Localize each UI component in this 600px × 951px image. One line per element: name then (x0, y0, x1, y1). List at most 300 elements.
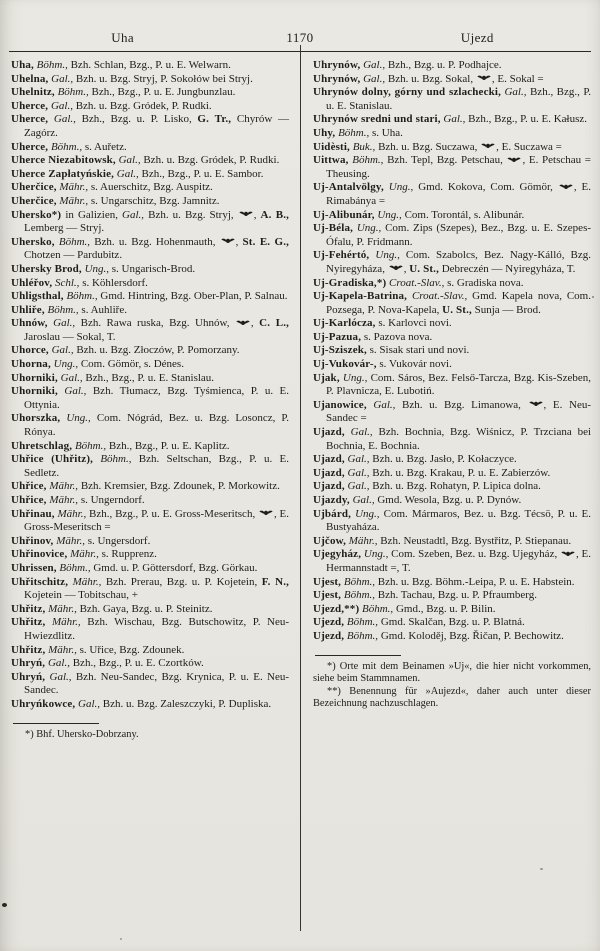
place-name: Ujazd, (313, 453, 345, 466)
gazetteer-entry (11, 358, 289, 372)
railway-station-icon (529, 400, 543, 408)
gazetteer-entry (313, 59, 591, 73)
region-abbrev: Mähr., (56, 534, 85, 547)
scan-speckle (2, 903, 7, 907)
place-name: Ujegyház, (313, 548, 362, 561)
region-abbrev: Ung., (355, 507, 380, 520)
place-name: Uhelnitz, (11, 86, 55, 99)
place-name: Uhrissen, (11, 561, 57, 574)
region-abbrev: Böhm., (47, 303, 79, 316)
place-name: Uj-Karlócza, (313, 317, 376, 330)
entry-details: Bzh. Bochnia, Bzg. Wiśnicz, P. Trzciana bei Bochnia, E. Bochnia. (326, 426, 592, 452)
gazetteer-entry (11, 100, 289, 114)
gazetteer-entry (313, 127, 591, 141)
entry-details: s. Köhlersdorf. (82, 276, 148, 289)
region-abbrev: Gal., (363, 59, 386, 71)
entry-details: Bzh., Bzg. u. P. Podhajce. (387, 59, 502, 71)
gazetteer-entry (313, 372, 591, 399)
gazetteer-entry (313, 548, 591, 575)
region-abbrev: Böhm., (100, 453, 132, 466)
footnote-rule-left (13, 723, 99, 724)
place-name: Uittwa, (313, 154, 349, 167)
entry-details: Bzh., Bzg., P. u. E. Stanislau. (85, 371, 215, 384)
gazetteer-entry (11, 562, 289, 576)
region-abbrev: Schl., (54, 276, 80, 289)
region-abbrev: Gal., (64, 385, 87, 398)
gazetteer-entry (11, 440, 289, 454)
gazetteer-entry (313, 181, 591, 208)
place-name: Uhorniki, (11, 385, 58, 398)
footnote-text: *) Bhf. Uhersko-Dobrzany. (25, 728, 139, 740)
entry-details: Bzh. u. Bzg. Jasło, P. Kołaczyce. (372, 453, 517, 466)
entry-details: s. Auřetz. (84, 140, 127, 153)
entry-details: s. Sisak stari und novi. (369, 344, 470, 357)
railway-station-icon (481, 142, 495, 150)
region-abbrev: Böhm., (57, 86, 89, 99)
place-name: Uhrynów sredni und stari, (313, 113, 441, 126)
region-abbrev: Croat.-Slav., (411, 290, 468, 303)
entry-details: Bzh., Bzg., P. u. E. Czortków. (72, 657, 204, 670)
region-abbrev: Gal., (53, 113, 76, 126)
place-name: Uherce, (11, 99, 49, 112)
region-abbrev: Böhm., (346, 616, 379, 629)
entry-details: Bzh. u. Bzg. Sokal, , E. Sokal = (387, 72, 544, 85)
column-left (11, 59, 289, 741)
place-name: Uhorniki, (11, 371, 58, 384)
entry-details: Gmd., Bzg. u. P. Bilin. (395, 602, 496, 615)
region-abbrev: Gal., (50, 99, 73, 112)
place-name: Uherce, (11, 140, 49, 153)
gazetteer-entry (313, 426, 591, 453)
place-name: Uhorce, (11, 344, 49, 357)
region-abbrev: Gal., (347, 480, 370, 493)
place-name: Uhřice (Uhřitz), (11, 453, 94, 466)
place-name: Uhrynów, (313, 72, 361, 85)
place-name: Uhorszka, (11, 412, 61, 425)
place-name: Uidèsti, (313, 140, 350, 153)
place-name: Uhřitz, (11, 602, 46, 615)
gazetteer-entry (11, 113, 289, 140)
gazetteer-entry (313, 154, 591, 181)
place-name: Ujazd, (313, 480, 345, 493)
place-name: Uherčice, (11, 181, 57, 194)
region-abbrev: Gal., (60, 371, 83, 384)
region-abbrev: Böhm., (352, 154, 384, 167)
entry-details: s. Rupprenz. (101, 548, 157, 561)
place-name: Uj-Antalvölgy, (313, 181, 384, 194)
entry-details: Bzh., Bzg., P. u. E. Kałusz. (468, 113, 587, 126)
entry-details: Com. Szeben, Bez. u. Bzg. Ujegyház, , E. Hermannstadt =, T. (326, 548, 592, 574)
gazetteer-entry (313, 616, 591, 630)
region-abbrev: Mähr., (72, 575, 102, 588)
place-name: Ujezd, (313, 616, 345, 629)
entry-list-left (11, 59, 289, 712)
gazetteer-entry (11, 141, 289, 155)
region-abbrev: Ung., (342, 371, 368, 384)
entry-details: Bzh. u. Bzg. Böhm.-Leipa, P. u. E. Habstein. (377, 575, 575, 588)
region-abbrev: Mähr., (348, 534, 378, 547)
entry-details: Bzh. Tepl, Bzg. Petschau, , E. Petschau = Theusing. (326, 154, 592, 180)
place-name: Uhřitschitz, (11, 575, 69, 588)
entry-details: Bzh. Kremsier, Bzg. Zdounek, P. Morkowitz. (80, 480, 280, 493)
place-name: Uhřitz, (11, 616, 46, 629)
gazetteer-entry (313, 453, 591, 467)
place-name: Uhersko*) (11, 208, 62, 221)
entry-details: Bzh. u. Bzg. Zaleszczyki, P. Dupliska. (102, 697, 272, 710)
railway-station-icon (259, 509, 273, 517)
region-abbrev: Gal., (347, 466, 370, 479)
region-abbrev: Ung., (375, 249, 400, 262)
gazetteer-entry (11, 168, 289, 182)
gazetteer-entry (11, 209, 289, 236)
gazetteer-entry (11, 480, 289, 494)
place-name: Ujazdy, (313, 494, 350, 506)
gazetteer-entry (313, 344, 591, 358)
entry-details: Bzh., Bzg., P. u. E. Jungbunzlau. (91, 86, 236, 99)
entry-list-right (313, 59, 591, 644)
place-name: Uj-Alibunár, (313, 208, 375, 221)
entry-details: Bzh., Bzg. u. P. Lisko, G. Tr., Chyrów — Zagórz. (24, 113, 289, 139)
region-abbrev: Ung., (84, 262, 110, 275)
entry-details: Gmd. Hintring, Bzg. Ober-Plan, P. Salnau. (100, 290, 288, 303)
gazetteer-entry (313, 358, 591, 372)
entry-details: Bzh. u. Bzg. Stryj, P. Sokołów bei Stryj. (75, 72, 253, 85)
region-abbrev: Böhm., (66, 290, 98, 303)
entry-details: Bzh. Gaya, Bzg. u. P. Steinitz. (79, 602, 213, 615)
place-name: Uherce Niezabitowsk, (11, 154, 116, 167)
region-abbrev: Böhm., (50, 140, 83, 153)
gazetteer-entry (313, 86, 591, 113)
place-name: Uj-Sziszek, (313, 344, 367, 357)
gazetteer-entry (11, 671, 289, 698)
gazetteer-entry (11, 372, 289, 386)
gazetteer-entry (313, 630, 591, 644)
gazetteer-entry (313, 480, 591, 494)
entry-details: Gmd. Koloděj, Bzg. Řičan, P. Bechowitz. (380, 629, 564, 642)
region-abbrev: Böhm., (59, 561, 91, 574)
place-name: Uhryń, (11, 670, 46, 683)
region-abbrev: Gal., (118, 154, 141, 167)
gazetteer-entry (313, 589, 591, 603)
region-abbrev: Böhm., (362, 602, 394, 615)
region-abbrev: Gal., (352, 494, 375, 506)
gazetteer-entry (11, 657, 289, 671)
gazetteer-entry (313, 209, 591, 223)
entry-details: Bzh. u. Bzg. Rohatyn, P. Lipica dolna. (372, 480, 541, 493)
entry-details: Bzh. u. Bzg. Złoczów, P. Pomorzany. (76, 344, 240, 357)
gazetteer-entry (313, 141, 591, 155)
entry-details: Com. Zips (Szepes), Bez., Bzg. u. E. Szepes-Ófalu, P. Fridmann. (326, 222, 592, 248)
gazetteer-entry (11, 603, 289, 617)
place-name: Uj-Gradiska,*) (313, 276, 387, 289)
entry-details: Bzh. u. Bzg. Gródek, P. Rudki. (75, 99, 212, 112)
guide-word-right: Ujezd (460, 30, 494, 45)
region-abbrev: Gal., (116, 167, 139, 180)
gazetteer-entry (11, 181, 289, 195)
entry-details: s. Ungarisch-Brod. (111, 262, 196, 275)
gazetteer-entry (11, 277, 289, 291)
gazetteer-entry (11, 508, 289, 535)
gazetteer-entry (313, 603, 591, 617)
place-name: Uj-Béla, (313, 222, 353, 235)
region-abbrev: Böhm., (338, 126, 370, 139)
gazetteer-entry (11, 698, 289, 712)
entry-details: Com. Gömör, s. Dénes. (80, 358, 184, 371)
entry-details: Bzh. Prerau, Bzg. u. P. Kojetein, F. N., Kojetein — Tobitschau, + (24, 575, 290, 602)
entry-details: Bzh. u. Bzg. Limanowa, , E. Neu-Sandec = (326, 398, 592, 425)
region-abbrev: Böhm., (343, 589, 376, 602)
region-abbrev: Ung., (356, 222, 382, 235)
gazetteer-entry (313, 290, 591, 317)
gazetteer-entry (313, 249, 591, 276)
place-name: Uherce Zapłatyńskie, (11, 167, 115, 180)
gazetteer-entry (11, 236, 289, 263)
place-name: Uhligsthal, (11, 290, 64, 303)
place-name: Uhretschlag, (11, 439, 73, 452)
entry-details: s. Ungarschitz, Bzg. Jamnitz. (90, 194, 220, 207)
railway-station-icon (507, 156, 521, 164)
place-name: Uj-Kapela-Batrina, (313, 290, 408, 303)
page-number: 1170 (286, 30, 314, 45)
place-name: Uhřice, (11, 494, 47, 506)
railway-station-icon (389, 264, 403, 272)
place-name: Uha, (11, 59, 34, 71)
gazetteer-entry (11, 304, 289, 318)
region-abbrev: Gal., (350, 426, 373, 439)
entry-details: Gmd. u. P. Göttersdorf, Bzg. Görkau. (93, 561, 258, 574)
region-abbrev: Böhm., (346, 629, 379, 642)
gazetteer-entry (11, 290, 289, 304)
place-name: Ujezd, (313, 629, 345, 642)
gazetteer-entry (11, 412, 289, 439)
region-abbrev: Gal., (49, 670, 72, 683)
text-columns (0, 52, 600, 741)
gazetteer-entry (313, 331, 591, 345)
footnote-rule-right (315, 655, 401, 656)
place-name: Uhřinov, (11, 534, 54, 547)
entry-details: Gmd. Skalčan, Bzg. u. P. Blatná. (380, 616, 525, 629)
entry-details: Bzh., Bzg., P. u. E. Gross-Meseritsch, , E. Gross-Meseritsch = (24, 507, 290, 534)
place-name: Uhorna, (11, 358, 51, 371)
gazetteer-entry (11, 535, 289, 549)
region-abbrev: Ung., (66, 412, 91, 425)
railway-station-icon (236, 319, 250, 327)
place-name: Uherce, (11, 113, 49, 126)
place-name: Uhersky Brod, (11, 262, 82, 275)
gazetteer-entry (313, 467, 591, 481)
railway-station-icon (559, 183, 573, 191)
place-name: Ujak, (313, 371, 340, 384)
column-right (313, 59, 591, 741)
place-name: Uj-Fehértó, (313, 249, 370, 262)
place-name: Uhelna, (11, 72, 49, 85)
region-abbrev: Mähr., (49, 494, 79, 506)
entry-details: Bzh. Seltschan, Bzg., P. u. E. Sedletz. (24, 453, 290, 479)
footnote-text: *) Orte mit dem Beinamen »Uj«, die hier nicht vorkommen, siehe beim Stammnamen. (313, 660, 591, 685)
region-abbrev: Gal., (122, 208, 145, 221)
entry-details: Bzh. Tachau, Bzg. u. P. Pfraumberg. (377, 589, 537, 602)
gazetteer-entry (313, 576, 591, 590)
gazetteer-entry (11, 317, 289, 344)
footnote (11, 729, 289, 742)
entry-details: Gmd. Kapela nova, Com. Pozsega, P. Nova-Kapela, U. St., Sunja — Brod. (326, 290, 591, 316)
railway-station-icon (561, 550, 575, 558)
place-name: Uhřinau, (11, 507, 55, 520)
entry-details: Com. Nógrád, Bez. u. Bzg. Losoncz, P. Rónya. (24, 412, 289, 439)
entry-details: Bzh. u. Bzg. Stryj, , A. B., Lemberg — Stryj. (24, 208, 290, 235)
place-name: Ujest, (313, 575, 342, 588)
region-abbrev: Ung., (53, 358, 79, 371)
place-name: Ujest, (313, 589, 342, 602)
scan-speckle (592, 296, 594, 298)
region-abbrev: Gal., (78, 697, 101, 710)
entry-details: Bzh. Neu-Sandec, Bzg. Krynica, P. u. E. Neu-Sandec. (24, 670, 289, 697)
entry-details: Com. Sáros, Bez. Felső-Tarcza, Bzg. Kis-Szeben, P. Plavnicza, E. Lubotiń. (326, 371, 591, 398)
region-abbrev: Mähr., (57, 507, 87, 520)
place-name: Uhřitz, (11, 643, 46, 656)
entry-details: s. Ungersdorf. (87, 534, 151, 547)
place-name: Uherčice, (11, 194, 57, 207)
entry-details: s. Uha. (371, 126, 403, 139)
gazetteer-entry (11, 263, 289, 277)
region-abbrev: Buk., (352, 140, 376, 153)
entry-details: s. Auerschitz, Bzg. Auspitz. (90, 181, 213, 194)
scan-speckle (540, 868, 543, 870)
region-abbrev: Gal., (47, 657, 70, 670)
entry-details: Bzh. Rawa ruska, Bzg. Uhnów, , C. L., Jaroslau — Sokal, T. (24, 317, 290, 343)
gazetteer-entry (11, 548, 289, 562)
entry-details: s. Vukovár novi. (379, 358, 452, 371)
place-name: Uj-Vukovár-, (313, 358, 377, 371)
entry-details: s. Auhliře. (81, 303, 127, 316)
region-abbrev: Gal., (443, 113, 466, 126)
entry-details: Bzh., Bzg., P. u. E. Sambor. (141, 167, 264, 180)
region-abbrev: Mähr., (49, 480, 79, 493)
gazetteer-entry (11, 453, 289, 480)
entry-details: Bzh. Wischau, Bzg. Butschowitz, P. Neu-Hwiezdlitz. (24, 616, 290, 642)
region-abbrev: Ung., (377, 208, 402, 221)
region-abbrev: Gal., (363, 72, 386, 85)
region-abbrev: Ung., (363, 548, 389, 561)
place-name: Ujanowice, (313, 398, 367, 411)
region-abbrev: Böhm., (74, 439, 107, 452)
guide-word-left: Uha (111, 30, 135, 45)
gazetteer-entry (313, 73, 591, 87)
entry-midtext: in Galizien, (65, 208, 118, 221)
region-abbrev: Böhm., (58, 235, 91, 248)
region-abbrev: Gal., (53, 317, 76, 330)
entry-details: s. Gradiska nova. (447, 276, 524, 289)
column-divider (300, 45, 301, 931)
entry-details: Bzh. u. Bzg. Gródek, P. Rudki. (143, 154, 280, 167)
gazetteer-entry (11, 576, 289, 603)
entry-details: s. Uřice, Bzg. Zdounek. (79, 643, 185, 656)
entry-details: Com. Torontál, s. Alibunár. (404, 208, 525, 221)
place-name: Uhrynów dolny, górny und szlachecki, (313, 86, 501, 99)
region-abbrev: Mähr., (59, 194, 89, 207)
gazetteer-entry (11, 195, 289, 209)
region-abbrev: Gal., (347, 453, 370, 466)
entry-details: Bzh. u. Bzg. Suczawa, , E. Suczawa = (378, 140, 562, 153)
place-name: Uhryń, (11, 657, 46, 670)
region-abbrev: Mähr., (51, 616, 81, 629)
region-abbrev: Mähr., (48, 643, 77, 656)
gazetteer-entry (11, 616, 289, 643)
region-abbrev: Gal., (504, 86, 527, 99)
page-header (0, 0, 600, 46)
region-abbrev: Mähr., (70, 548, 99, 561)
entry-details: Gmd. Wesola, Bzg. u. P. Dynów. (377, 494, 522, 506)
entry-details: s. Ungerndorf. (80, 494, 145, 506)
entry-details: Bzh. Schlan, Bzg., P. u. E. Welwarn. (70, 59, 231, 71)
place-name: Uhřice, (11, 480, 47, 493)
entry-details: Bzh. u. Bzg. Hohenmauth, , St. E. G., Chotzen — Pardubitz. (24, 235, 290, 262)
gazetteer-entry (11, 385, 289, 412)
region-abbrev: Böhm., (343, 575, 376, 588)
scan-speckle (120, 938, 122, 940)
gazetteer-entry (313, 508, 591, 535)
entry-details: Com. Mármaros, Bez. u. Bzg. Técsö, P. u. E. Bustyaháza. (326, 507, 592, 534)
scan-speckle (566, 118, 568, 120)
region-abbrev: Böhm., (36, 59, 68, 71)
gazetteer-entry (11, 344, 289, 358)
gazetteer-entry (11, 59, 289, 73)
region-abbrev: Gal., (51, 344, 74, 357)
region-abbrev: Mähr., (48, 602, 77, 615)
entry-details: Gmd. Kokova, Com. Gömör, , E. Rimabánya = (326, 181, 591, 207)
place-name: Uhrynów, (313, 59, 361, 71)
region-abbrev: Gal., (373, 398, 396, 411)
gazetteer-entry (11, 73, 289, 87)
place-name: Ujezd,**) (313, 602, 360, 615)
footnotes-right (313, 661, 591, 711)
place-name: Ujazd, (313, 466, 345, 479)
gazetteer-entry (313, 277, 591, 291)
footnotes-left (11, 729, 289, 742)
gazetteer-entry (11, 644, 289, 658)
place-name: Uj-Pazua, (313, 330, 362, 343)
region-abbrev: Mähr., (59, 181, 89, 194)
entry-details: Bzh., Bzg., P. u. E. Stanislau. (326, 86, 592, 112)
gazetteer-entry (313, 222, 591, 249)
entry-details: s. Karlovci novi. (378, 317, 452, 330)
place-name: Ujazd, (313, 426, 345, 439)
place-name: Ujčow, (313, 534, 346, 547)
place-name: Uhléřov, (11, 276, 53, 289)
railway-station-icon (477, 74, 491, 82)
region-abbrev: Croat.-Slav., (389, 276, 445, 289)
place-name: Uhliře, (11, 303, 45, 316)
region-abbrev: Ung., (388, 181, 414, 194)
footnote (313, 661, 591, 686)
footnote (313, 686, 591, 711)
entry-details: Bzh. u. Bzg. Krakau, P. u. E. Zabierzów. (372, 466, 551, 479)
entry-details: Com. Szabolcs, Bez. Nagy-Kálló, Bzg. Nyiregyháza, , U. St., Debreczén — Nyiregyháza, T. (326, 249, 592, 275)
region-abbrev: Gal., (51, 72, 74, 85)
gazetteer-entry (11, 494, 289, 508)
place-name: Uhy, (313, 126, 336, 139)
entry-details: Bzh., Bzg., P. u. E. Kaplitz. (108, 439, 230, 452)
railway-station-icon (221, 237, 235, 245)
gazetteer-entry (313, 113, 591, 127)
gazetteer-entry (313, 494, 591, 508)
footnote-text: **) Benennung für »Aujezd«, daher auch unter dieser Bezeichnung nachzuschlagen. (313, 685, 591, 710)
place-name: Ujbárd, (313, 507, 352, 520)
gazetteer-entry (313, 317, 591, 331)
entry-details: Bzh. Neustadtl, Bzg. Bystřitz, P. Stiepanau. (380, 534, 572, 547)
gazetteer-entry (313, 399, 591, 426)
place-name: Uhersko, (11, 235, 55, 248)
